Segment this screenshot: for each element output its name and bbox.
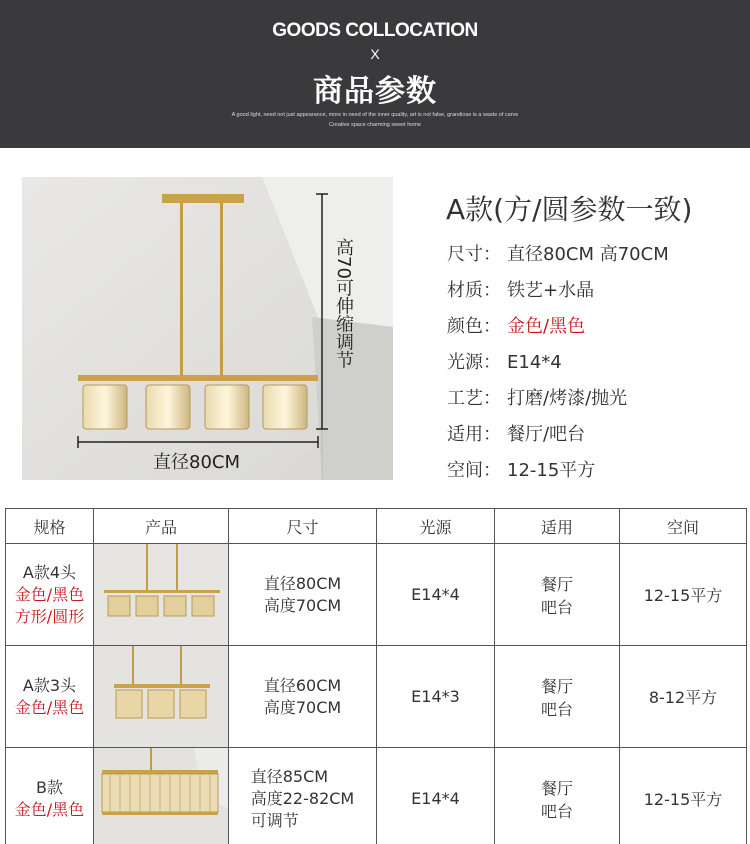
height-dimension-label: 高70可伸缩调节	[333, 238, 354, 369]
spec-row-material	[447, 276, 669, 312]
spec-value: 金色/黑色	[507, 316, 586, 337]
banner-separator: X	[370, 46, 380, 62]
spec-value: 12-15平方	[507, 460, 596, 481]
spec-label: 空间：	[447, 460, 501, 481]
spec-row-light	[447, 348, 669, 384]
size-line: 高度22-82CM	[250, 788, 355, 808]
banner-title-en: GOODS COLLOCATION	[272, 20, 478, 41]
product-thumbnail	[94, 544, 229, 646]
spec-value: 餐厅/吧台	[507, 424, 586, 445]
space-cell: 8-12平方	[620, 646, 747, 748]
spec-color: 金色/黑色	[14, 697, 85, 717]
spec-name: B款	[36, 777, 63, 797]
size-line: 高度70CM	[263, 595, 342, 615]
spec-name: A款4头	[22, 562, 77, 582]
spec-value: 直径80CM 高70CM	[507, 244, 669, 265]
spec-row-craft	[447, 384, 669, 420]
spec-row-size	[447, 240, 669, 276]
light-cell: E14*4	[377, 544, 495, 646]
size-line: 直径80CM	[263, 573, 342, 593]
spec-color: 金色/黑色	[14, 799, 85, 819]
table-row	[6, 748, 747, 844]
light-cell: E14*3	[377, 646, 495, 748]
size-cell	[229, 544, 377, 646]
spec-row-space	[447, 456, 669, 492]
spec-label: 材质：	[447, 280, 501, 301]
table-header-row	[6, 509, 747, 544]
spec-label: 适用：	[447, 424, 501, 445]
spec-shape: 方形/圆形	[14, 606, 85, 626]
spec-list	[447, 240, 669, 492]
size-cell	[229, 646, 377, 748]
size-line: 可调节	[250, 810, 299, 830]
spec-label: 颜色：	[447, 316, 501, 337]
product-thumbnail	[94, 646, 229, 748]
spec-name: A款3头	[22, 675, 77, 695]
product-thumbnail	[94, 748, 229, 844]
spec-row-color	[447, 312, 669, 348]
width-dimension-label: 直径80CM	[153, 452, 241, 473]
space-cell: 12-15平方	[620, 544, 747, 646]
use-cell	[495, 748, 620, 844]
column-header: 规格	[6, 509, 94, 544]
spec-cell	[6, 646, 94, 748]
use-cell	[495, 646, 620, 748]
column-header: 适用	[495, 509, 620, 544]
spec-value: 铁艺+水晶	[507, 280, 595, 301]
column-header: 光源	[377, 509, 495, 544]
use-cell	[495, 544, 620, 646]
space-cell: 12-15平方	[620, 748, 747, 844]
spec-value: E14*4	[507, 352, 562, 373]
use-line: 餐厅	[540, 778, 573, 798]
column-header: 产品	[94, 509, 229, 544]
comparison-table	[5, 508, 747, 844]
use-line: 吧台	[540, 597, 573, 617]
spec-label: 尺寸：	[447, 244, 501, 265]
use-line: 餐厅	[540, 574, 573, 594]
size-cell	[229, 748, 377, 844]
spec-title: A款(方/圆参数一致)	[446, 193, 693, 226]
spec-value: 打磨/烤漆/抛光	[507, 388, 628, 409]
size-line: 高度70CM	[263, 697, 342, 717]
spec-label: 工艺：	[447, 388, 501, 409]
use-line: 吧台	[540, 801, 573, 821]
table-row	[6, 544, 747, 646]
banner-title-zh: 商品参数	[313, 74, 437, 109]
banner-tagline-2: Creative space charming sweet home	[328, 122, 421, 128]
column-header: 空间	[620, 509, 747, 544]
light-cell: E14*4	[377, 748, 495, 844]
spec-color: 金色/黑色	[14, 584, 85, 604]
spec-label: 光源：	[447, 352, 501, 373]
use-line: 吧台	[540, 699, 573, 719]
table-row	[6, 646, 747, 748]
banner-tagline: A good light, need not just appearance, more in need of the inner quality, art is not false, grandiose is a waste of carve	[231, 112, 519, 118]
header-banner	[0, 0, 750, 148]
size-line: 直径85CM	[250, 766, 329, 786]
spec-row-use	[447, 420, 669, 456]
size-line: 直径60CM	[263, 675, 342, 695]
spec-cell	[6, 544, 94, 646]
spec-cell	[6, 748, 94, 844]
column-header: 尺寸	[229, 509, 377, 544]
use-line: 餐厅	[540, 676, 573, 696]
